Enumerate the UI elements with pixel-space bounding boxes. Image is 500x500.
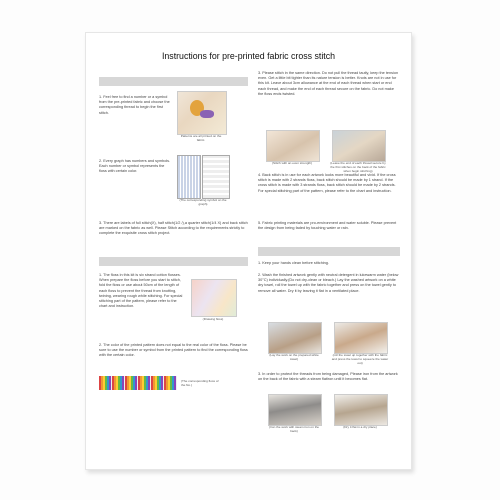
image-caption: (The corresponding symbol on the graph) (179, 198, 227, 206)
ironing-photos (258, 394, 400, 434)
towel-roll-photo (334, 322, 388, 354)
step-graph-symbols (99, 153, 248, 221)
even-stitch-photo (266, 130, 320, 162)
image-caption: (Drawing floss) (202, 317, 224, 321)
section-header-bar (99, 257, 248, 266)
towel-lay-photo (268, 322, 322, 354)
step-text: 1. Feel free to find a number or a symbol from the pre-printed fabric and choose the corresponding thread to begin the first stitch. (99, 95, 170, 115)
image-caption: (roll the towel up together with the fabric and press the towel to squeeze the water out) (331, 353, 389, 365)
step-text: 4. Back stitch is in use for each artwork looks more beautiful and vivid. If the cross stitch is made with 2 strands floss, back stitch should be made by 1 strand. If the cross stitch is made with 3 strands floss, back stitch should be made by 2 strands. For special stitching part of the pattern, please refer to the chart and instruction. (258, 173, 396, 193)
instruction-sheet (85, 32, 412, 470)
step-text: 2. The color of the printed pattern does not equal to the real color of the floss. Please be sure to use the number or symbol from the printed pattern to find the corresponding floss with the certain color. (99, 343, 248, 358)
dry-flat-photo (334, 394, 388, 426)
step-text: 3. Please stitch in the same direction. Do not pull the thread tautly, keep the tension even. Get a little bit tighter than its nature tension is better. Knots are not in use for this kit. Leave about 3cm allowance at the end of each thread when start or end each thread, and make the end of each thread secure on the fabric. Do not make the floss ends twisted. (258, 71, 399, 96)
thread-end-photo (332, 130, 386, 162)
image-caption: (The corresponding floss of the No.) (181, 379, 219, 387)
page-title: Instructions for pre-printed fabric cross stitch (161, 51, 336, 61)
step-prepare-floss (99, 271, 248, 343)
image-caption: (Iron the work with steam iron on the back) (268, 425, 320, 433)
step-text: 3. In order to protect the threads from being damaged, Please iron from the artwork on the back of the fabric with a steam flatiron until it becomes flat. (258, 372, 398, 382)
image-caption: (Leave the end of each thread secure by the first stitches on the back of the fabric when begin stitching) (330, 161, 386, 173)
step-stitch-direction (258, 71, 400, 130)
left-column (99, 77, 248, 393)
symbol-chart-image (177, 155, 201, 199)
image-caption: (Lay the work on the prepared white towel) (269, 353, 319, 361)
image-caption: Patterns are all printed on the fabric. (180, 134, 222, 142)
step-find-symbol (99, 91, 248, 153)
image-caption: (Stitch with an even strength) (271, 161, 313, 165)
right-column (258, 71, 400, 434)
step-back-stitch (258, 173, 400, 221)
washing-photos (258, 322, 400, 372)
printed-fabric-image (177, 91, 227, 135)
iron-photo (268, 394, 322, 426)
step-text: 5. Fabric printing materials are pro-environment and water soluble. Please prevent the design from being faded by touching water or rain. (258, 221, 397, 231)
floss-image (191, 279, 237, 317)
image-caption: (Dry it flat in a dry place) (343, 425, 377, 429)
threads-image (99, 376, 177, 390)
stitch-photos (258, 130, 400, 173)
step-text: 2. Wash the finished artwork gently with neutral detergent in lukewarm water (below 30°C) individually.(Do not dry-clean or bleach.) Lay the washed artwork on a white dry towel, roll the towel up with the fabric together and press on the towel gently to remove all water. Dry it by leaving it flat in a ventilated place. (258, 273, 399, 293)
step-text: 3. There are labels of full stitch(X), half stitch(1/2 /),a quarter stitch(1/4 X) and back stitch are marked on the fabric as well. Please Stitch according to the requirements strictly to complete the exquisite cross stitch project. (99, 221, 248, 236)
step-washing (258, 273, 400, 322)
step-floss-color (99, 343, 248, 393)
symbol-legend-image (202, 155, 230, 199)
step-text: 1. Keep your hands clean before stitching. (258, 261, 329, 265)
step-stitch-labels (99, 221, 248, 257)
section-header-bar (258, 247, 400, 256)
step-ironing (258, 372, 400, 394)
step-clean-hands (258, 261, 400, 273)
step-text: 1. The floss in this kit is six strand cotton flosses. When prepare the floss before you start to stitch, fold the floss or use about 50cm of the length of each floss to prevent the thread from knotting, twining, wearing rough while stitching. For special stitching part of the pattern, please refer to the chart and instruction. (99, 273, 183, 309)
section-header-bar (99, 77, 248, 86)
step-text: 2. Every graph has numbers and symbols. Each number or symbol represents the floss with certain color. (99, 159, 171, 174)
step-fabric-material (258, 221, 400, 247)
